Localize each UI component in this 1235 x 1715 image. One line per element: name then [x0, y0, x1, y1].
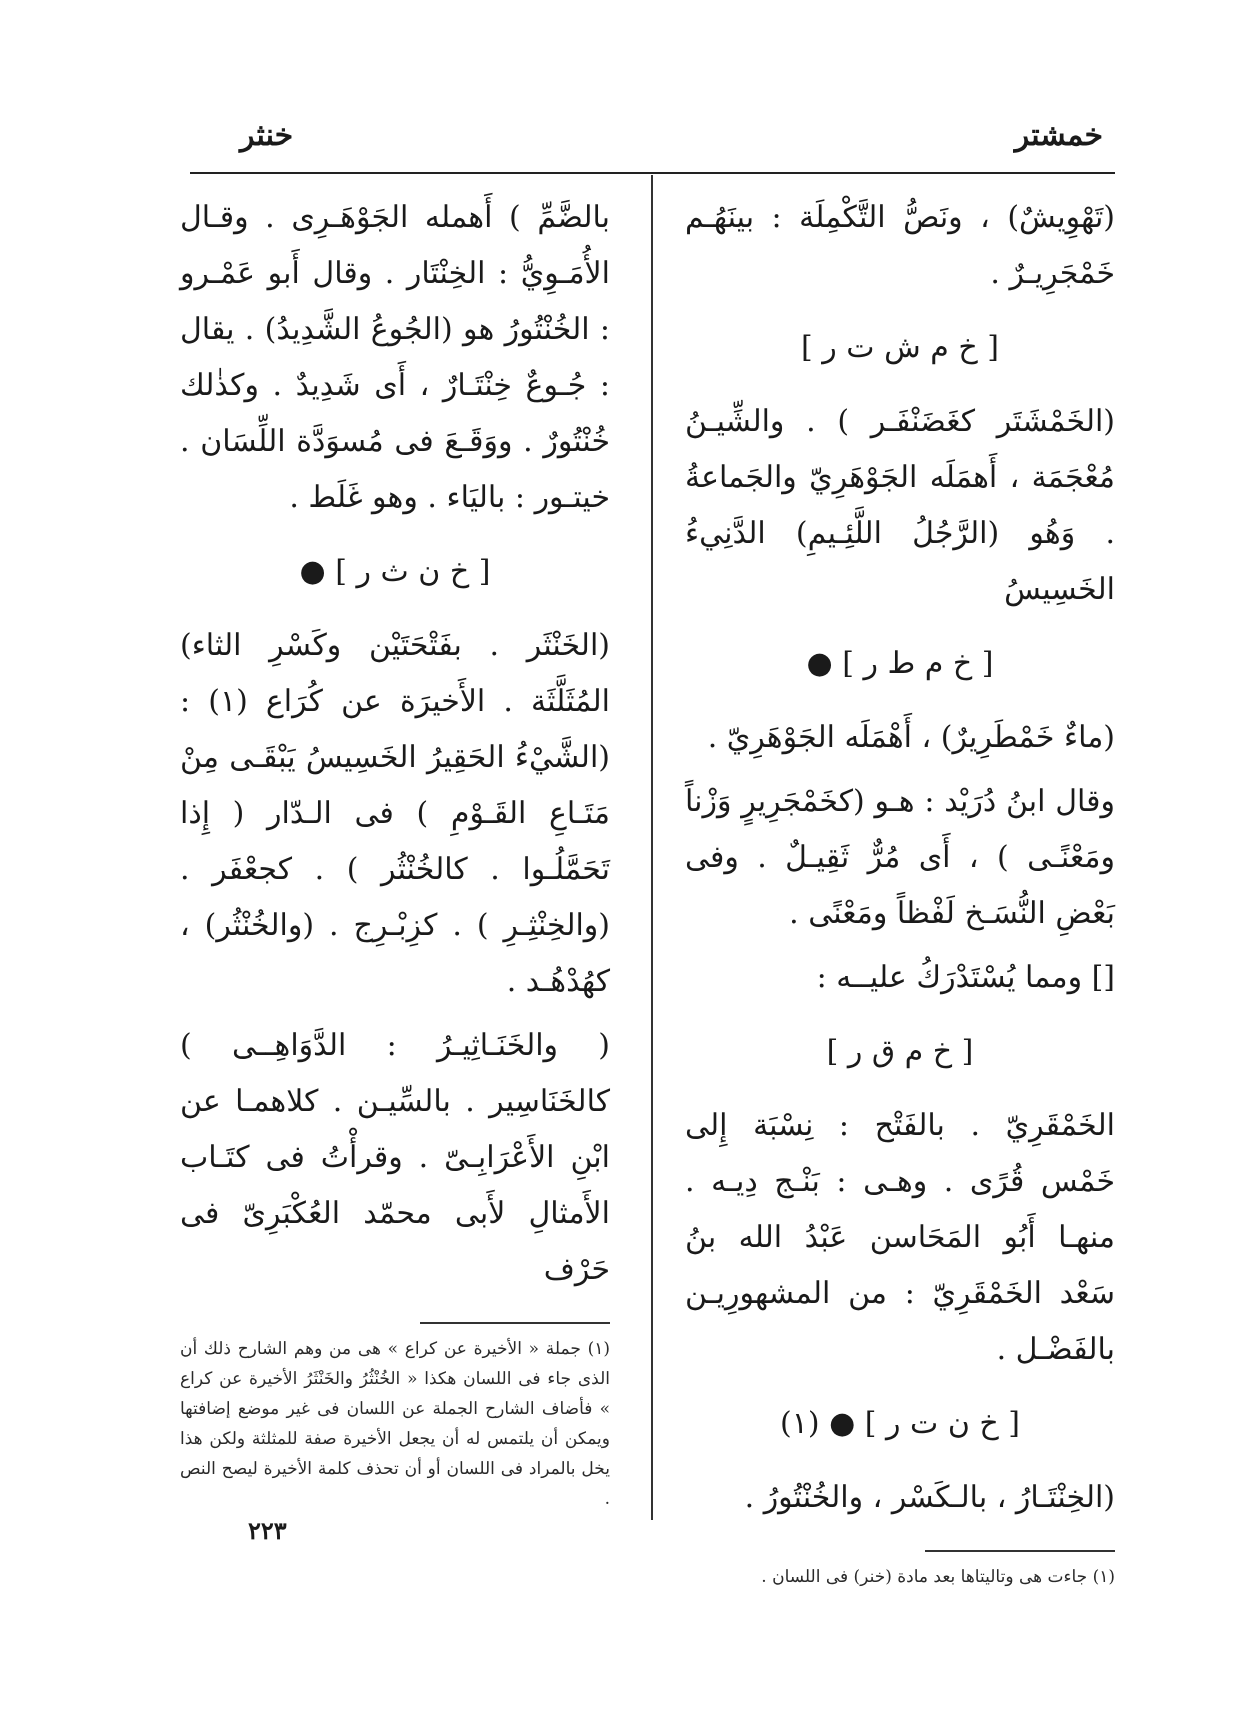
header-left-word: خنثر [240, 118, 294, 153]
root-heading: [ خ م ق ر ] [826, 1034, 974, 1069]
root-heading: [ خ ن ت ر ] ● (١) [779, 1406, 1020, 1441]
entry-text: ( والخَنَـاثِيـرُ : الدَّوَاهِــى ) كالخَنَاسِير . بالسِّيـن . كلاهمـا عن ابْنِ الأَعْرَابِـىّ . وقرأْتُ فى كتَـاب الأَمثالِ لأَبى محمّد العُكْبَرِىّ فى حَرْف [180, 1028, 610, 1287]
footnote: (١) جاءت هى وتاليتاها بعد مادة (خنر) فى اللسان . [761, 1567, 1115, 1587]
entry-text: وقال ابنُ دُرَيْد : هـو (كخَمْجَرِيرٍ وَزْناً ومَعْنًـى ) ، أَى مُرٌّ ثَقِيـلٌ . وفى بَعْضِ النُّسَـخ لَفْظاً ومَعْنًى . [685, 784, 1115, 931]
root-heading: [ خ ن ث ر ] ● [299, 554, 491, 589]
footnote-rule [925, 1550, 1115, 1552]
entry-text: (الخَمْشَتَر كغَضَنْفَـر ) . والشِّيـنُ مُعْجَمَة ، أَهمَلَه الجَوْهَرِيّ والجَماعةُ . وَهُو (الرَّجُلُ اللَّئِـيمِ) الدَّنِيءُ الخَسِيسُ [685, 404, 1115, 607]
entry-text: (الخِنْتَـارُ ، بالـكَسْر ، والخُنْتُورُ . [744, 1480, 1115, 1515]
entry-text: بالضَّمِّ ) أَهمله الجَوْهَـرِى . وقـال الأُمَـوِيُّ : الخِنْتَار . وقال أَبو عَمْـرو : الخُنْتُورُ هو (الجُوعُ الشَّدِيدُ) . يقال : جُـوعٌ خِنْتَـارٌ ، أَى شَدِيدٌ . وكذٰلك خُنْتُورٌ . ووَقَـعَ فى مُسوَدَّة اللِّسَان . خيتـور : باليَاء . وهو غَلَط . [180, 200, 610, 515]
column-divider [651, 175, 653, 1520]
entry-text: (الخَنْثَر . بفَتْحَتَيْن وكَسْرِ الثاء) المُثَلَّثَة . الأَخيرَة عن كُرَاع (١) : (الشَّيْءُ الحَقِيرُ الخَسِيسُ يَبْقَـى مِنْ مَتَـاعِ القَـوْمِ ) فى الـدّار ( إِذا تَحَمَّلُـوا . كالخُنْثُر ) . كجعْفَر . (والخِنْثِـرِ ) . كزِبْـرِج . (والخُنْثُر) ، كهُدْهُـد . [180, 628, 610, 999]
root-heading: [ خ م ط ر ] ● [806, 646, 994, 681]
root-heading: [ خ م ش ت ر ] [801, 330, 999, 365]
footnote: (١) جملة « الأخيرة عن كراع » هى من وهم الشارح ذلك أن الذى جاء فى اللسان هكذا « الخُنْثُرُ والخَنْثَرُ الأخيرة عن كراع » فأضاف الشارح الجملة عن اللسان فى غير موضع إضافتها ويمكن أن يلتمس له أن يجعل الأخيرة صفة للمثلثة ولكن هذا يخل بالمراد فى اللسان أو أن تحذف كلمة الأخيرة ليصح النص . [180, 1339, 610, 1509]
entry-text: (تَهْوِيشٌ) ، ونَصُّ التَّكْمِلَة : بينَهُـم خَمْجَرِيـرٌ . [685, 200, 1115, 291]
entry-text: (ماءٌ خَمْطَرِيرٌ) ، أَهْمَلَه الجَوْهَرِيّ . [707, 720, 1115, 755]
page-number: ٢٢٣ [248, 1516, 287, 1545]
entry-text: [] ومما يُسْتَدْرَكُ عليــه : [816, 960, 1115, 995]
header-rule [190, 172, 1115, 174]
header-right-word: خمشتر [1014, 118, 1103, 153]
right-column [685, 190, 1115, 1592]
entry-text: الخَمْقَرِيّ . بالفَتْح : نِسْبَة إِلى خَمْس قُرًى . وهـى : بَنْـج دِيـه . منهـا أَبُو المَحَاسن عَبْدُ الله بنُ سَعْد الخَمْقَرِيّ : من المشهورِيـن بالفَضْـل . [685, 1108, 1115, 1367]
left-column [180, 190, 610, 1514]
footnote-rule [420, 1322, 610, 1324]
